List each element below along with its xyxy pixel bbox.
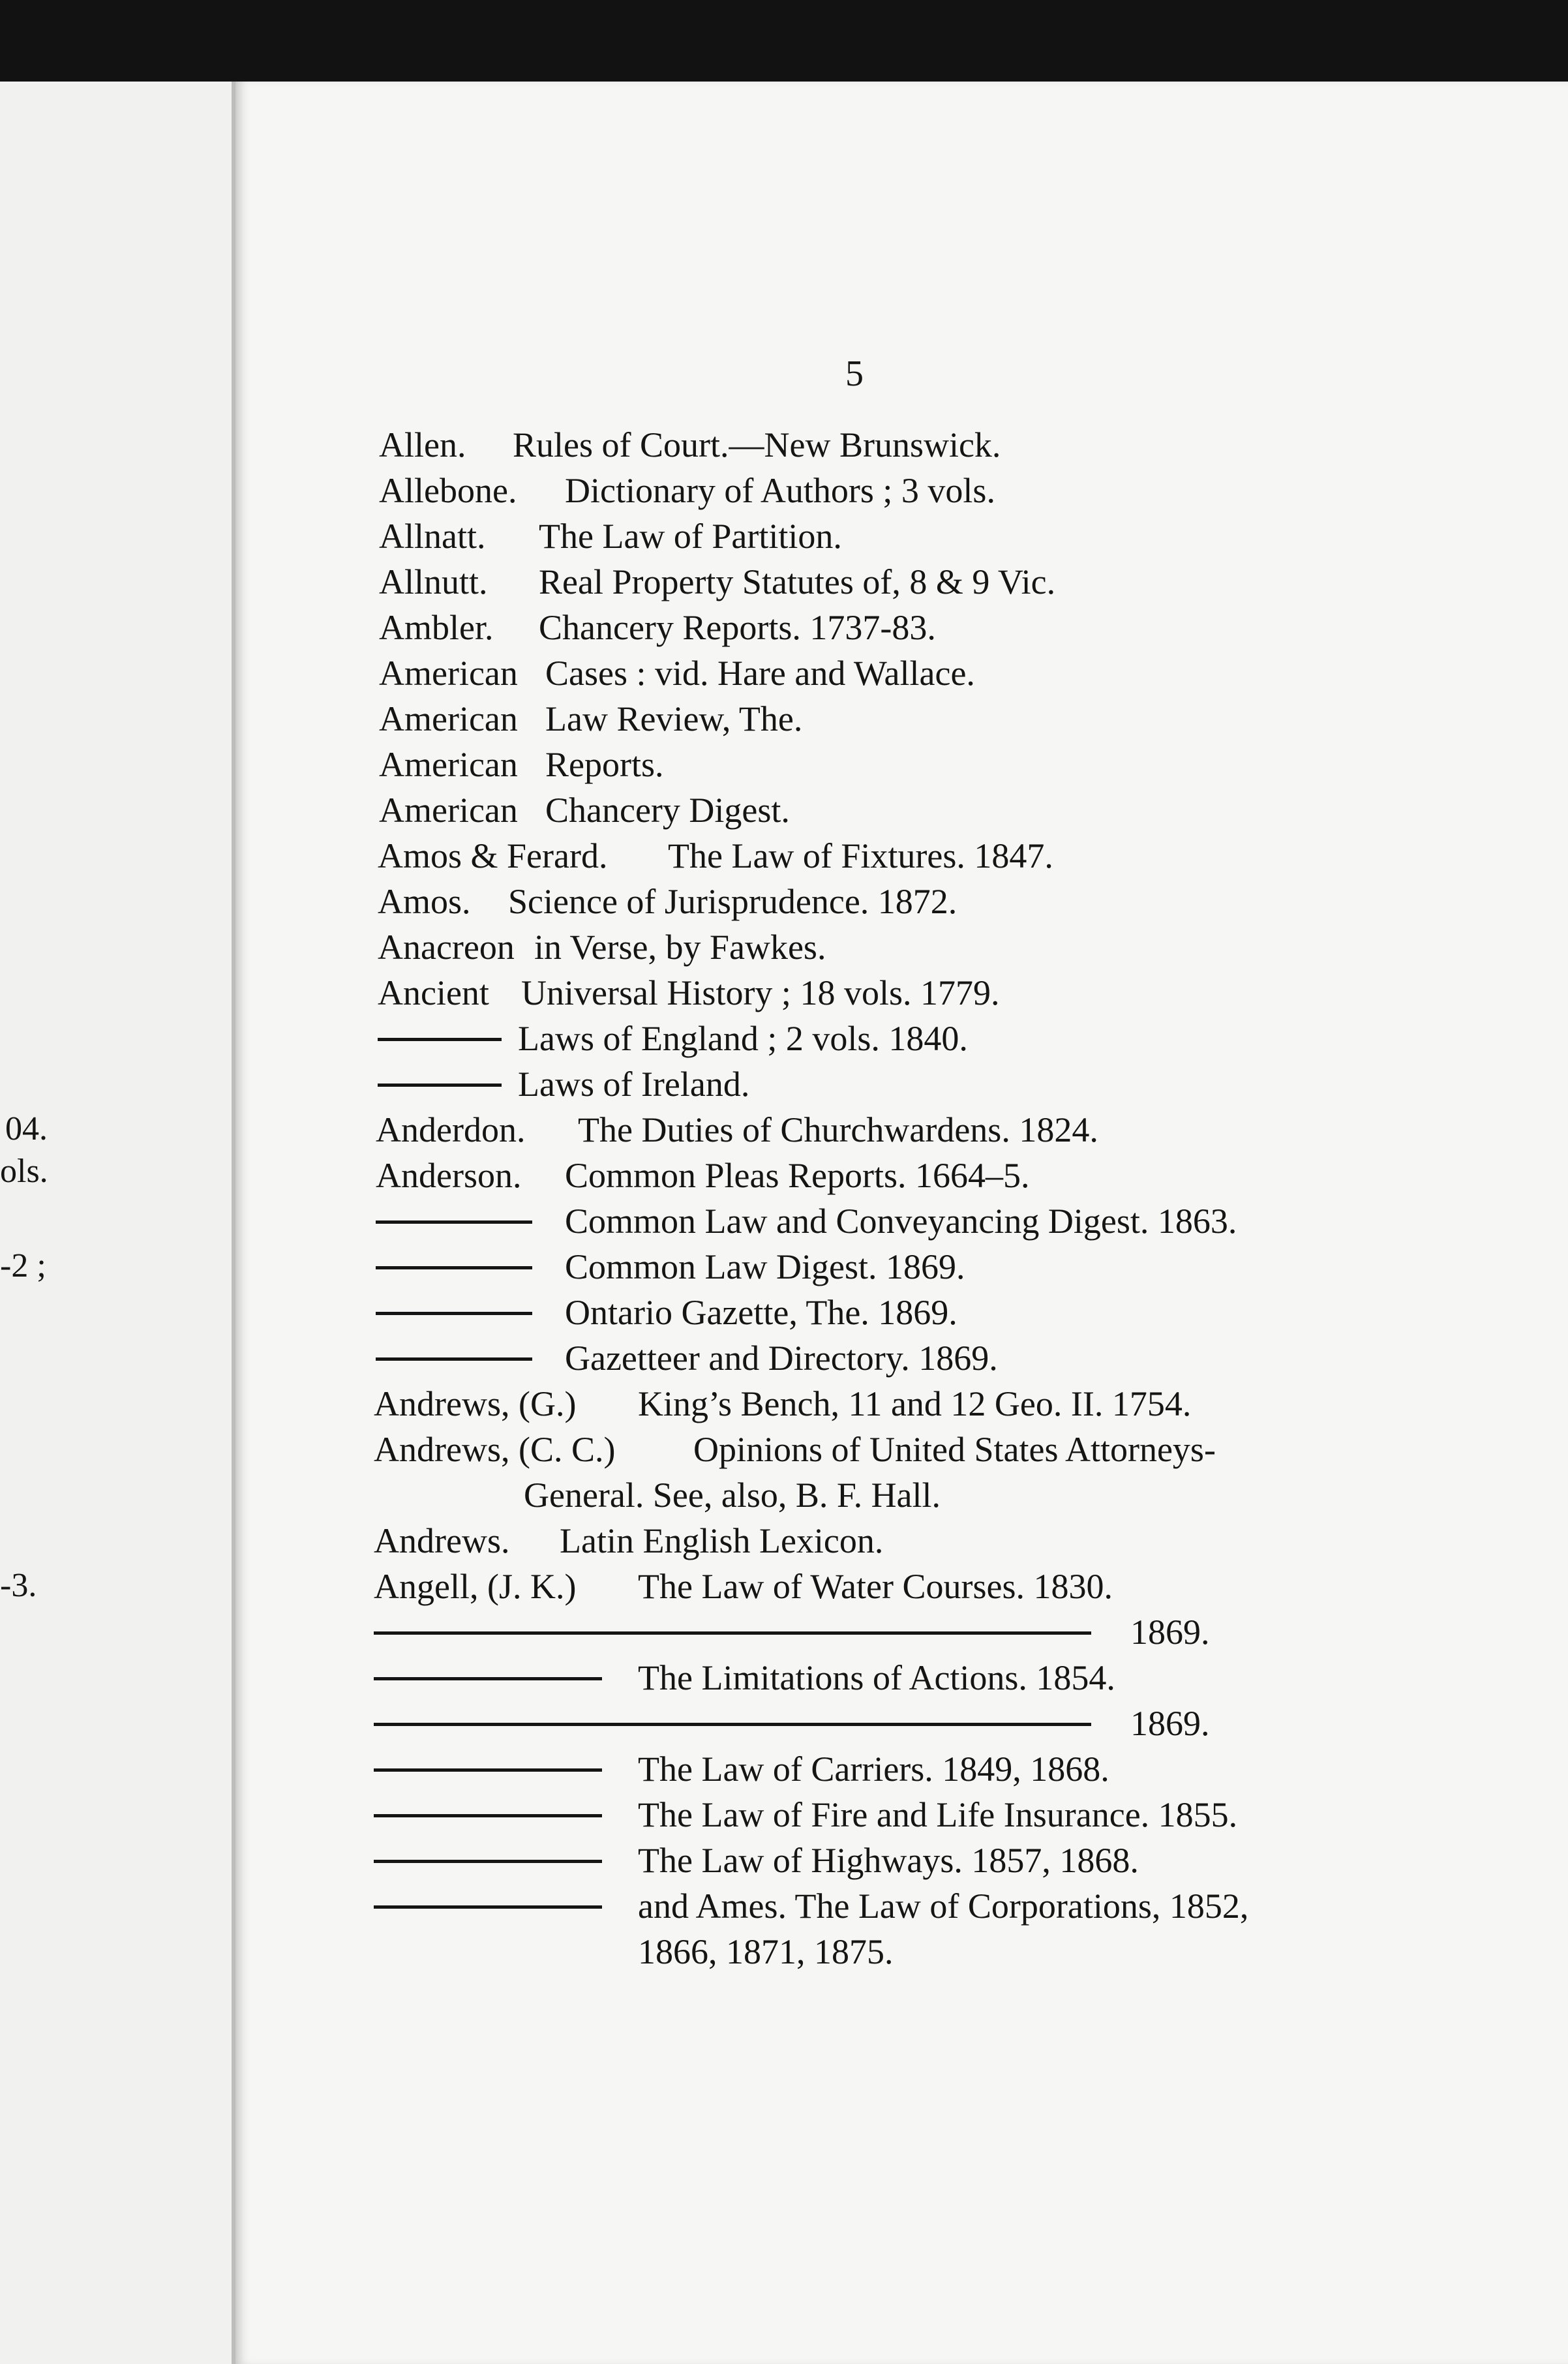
entry-title: Laws of Ireland. xyxy=(518,1065,750,1104)
entry-line xyxy=(374,1613,1210,1652)
entry-name: Allnatt. xyxy=(379,517,486,556)
entry-title: The Duties of Churchwardens. 1824. xyxy=(578,1110,1098,1149)
entry-title: Reports. xyxy=(545,745,664,784)
left-fragment: ols. xyxy=(0,1153,48,1190)
ditto-dash xyxy=(378,1084,502,1087)
entry-line xyxy=(374,1750,1109,1789)
entry-title: 1866, 1871, 1875. xyxy=(638,1932,894,1971)
entry-name: Allebone. xyxy=(379,471,517,510)
entry-title: Chancery Reports. 1737-83. xyxy=(539,608,936,647)
entry-name: Ancient xyxy=(378,973,489,1012)
entry-name: Andrews, (G.) xyxy=(374,1384,577,1423)
ditto-dash xyxy=(378,1038,502,1041)
ditto-dash xyxy=(374,1723,1091,1726)
right-page xyxy=(232,82,1568,2364)
entry-title: Gazetteer and Directory. 1869. xyxy=(565,1339,998,1378)
entry-title: in Verse, by Fawkes. xyxy=(534,928,826,967)
entry-line xyxy=(379,699,803,738)
page-number: 5 xyxy=(845,354,864,394)
entry-line xyxy=(376,1293,957,1332)
entry-line xyxy=(378,973,1000,1012)
entry-line xyxy=(376,1110,1098,1149)
entry-line xyxy=(378,928,826,967)
entry-title: Dictionary of Authors ; 3 vols. xyxy=(565,471,995,510)
entry-title: Common Pleas Reports. 1664–5. xyxy=(565,1156,1030,1195)
ditto-dash xyxy=(374,1860,602,1863)
entry-title: King’s Bench, 11 and 12 Geo. II. 1754. xyxy=(638,1384,1192,1423)
entry-name: American xyxy=(379,745,518,784)
entry-line xyxy=(379,471,995,510)
ditto-dash xyxy=(376,1266,532,1269)
entry-title: Real Property Statutes of, 8 & 9 Vic. xyxy=(539,562,1056,601)
entry-title: Chancery Digest. xyxy=(545,791,790,830)
entry-name: Angell, (J. K.) xyxy=(374,1567,577,1606)
left-page-edge xyxy=(0,82,232,2364)
entry-name: Allnutt. xyxy=(379,562,488,601)
entry-name: Ambler. xyxy=(379,608,494,647)
entry-line xyxy=(379,425,1001,464)
entry-line xyxy=(379,791,790,830)
entry-line xyxy=(374,1384,1192,1423)
entry-name: Amos & Ferard. xyxy=(378,836,608,875)
entry-line xyxy=(379,745,664,784)
ditto-dash xyxy=(374,1677,602,1680)
entry-title: 1869. xyxy=(1130,1613,1210,1652)
ditto-dash xyxy=(374,1905,602,1909)
entry-line xyxy=(374,1704,1210,1743)
entry-title: Common Law Digest. 1869. xyxy=(565,1247,965,1286)
entry-line xyxy=(374,1521,884,1560)
ditto-dash xyxy=(376,1312,532,1315)
entry-line xyxy=(374,1887,1249,1926)
entry-line xyxy=(378,836,1053,875)
entry-title: Universal History ; 18 vols. 1779. xyxy=(521,973,1000,1012)
entry-title: Latin English Lexicon. xyxy=(560,1521,884,1560)
entry-title: The Limitations of Actions. 1854. xyxy=(638,1658,1115,1697)
entry-title: Cases : vid. Hare and Wallace. xyxy=(545,654,975,693)
entry-name: American xyxy=(379,791,518,830)
entry-line xyxy=(376,1156,1030,1195)
entry-title: The Law of Highways. 1857, 1868. xyxy=(638,1841,1139,1880)
entry-line xyxy=(374,1430,1216,1469)
entry-line xyxy=(374,1841,1139,1880)
entry-line xyxy=(379,562,1056,601)
entry-title: Law Review, The. xyxy=(545,699,803,738)
entry-title: Common Law and Conveyancing Digest. 1863. xyxy=(565,1202,1237,1241)
entry-name: Anderdon. xyxy=(376,1110,526,1149)
entry-title: The Law of Fire and Life Insurance. 1855. xyxy=(638,1795,1238,1834)
ditto-dash xyxy=(374,1814,602,1817)
entry-title: Rules of Court.—New Brunswick. xyxy=(513,425,1001,464)
entry-line xyxy=(378,1019,968,1058)
entry-name: Andrews, (C. C.) xyxy=(374,1430,616,1469)
entry-name: Allen. xyxy=(379,425,466,464)
entry-name: Anderson. xyxy=(376,1156,522,1195)
entry-line xyxy=(376,1339,998,1378)
left-fragment: -3. xyxy=(0,1567,37,1604)
entry-title: The Law of Fixtures. 1847. xyxy=(668,836,1053,875)
entry-title: The Law of Partition. xyxy=(539,517,842,556)
entry-line xyxy=(374,1795,1238,1834)
entry-name: Amos. xyxy=(378,882,471,921)
entry-line xyxy=(379,654,975,693)
entry-name: Andrews. xyxy=(374,1521,510,1560)
entry-title: Science of Jurisprudence. 1872. xyxy=(508,882,957,921)
entry-line xyxy=(376,1202,1237,1241)
ditto-dash xyxy=(376,1357,532,1361)
entry-title: Opinions of United States Attorneys- xyxy=(693,1430,1216,1469)
entry-title: The Law of Carriers. 1849, 1868. xyxy=(638,1750,1109,1789)
ditto-dash xyxy=(374,1631,1091,1635)
entry-name: American xyxy=(379,699,518,738)
entry-title: Ontario Gazette, The. 1869. xyxy=(565,1293,957,1332)
entry-line xyxy=(374,1567,1113,1606)
entry-name: American xyxy=(379,654,518,693)
entry-line xyxy=(376,1247,965,1286)
ditto-dash xyxy=(374,1768,602,1772)
left-fragment: -2 ; xyxy=(0,1247,46,1284)
entry-title: The Law of Water Courses. 1830. xyxy=(638,1567,1113,1606)
entry-line xyxy=(374,1658,1115,1697)
entry-line xyxy=(378,882,957,921)
left-fragment: 04. xyxy=(5,1110,48,1147)
entry-title: Laws of England ; 2 vols. 1840. xyxy=(518,1019,968,1058)
entry-name: Anacreon xyxy=(378,928,515,967)
entry-line xyxy=(378,1065,750,1104)
entry-title: 1869. xyxy=(1130,1704,1210,1743)
ditto-dash xyxy=(376,1220,532,1224)
entry-title: General. See, also, B. F. Hall. xyxy=(524,1476,941,1515)
entry-title: and Ames. The Law of Corporations, 1852, xyxy=(638,1887,1249,1926)
entry-line xyxy=(379,517,842,556)
entry-line xyxy=(379,608,936,647)
